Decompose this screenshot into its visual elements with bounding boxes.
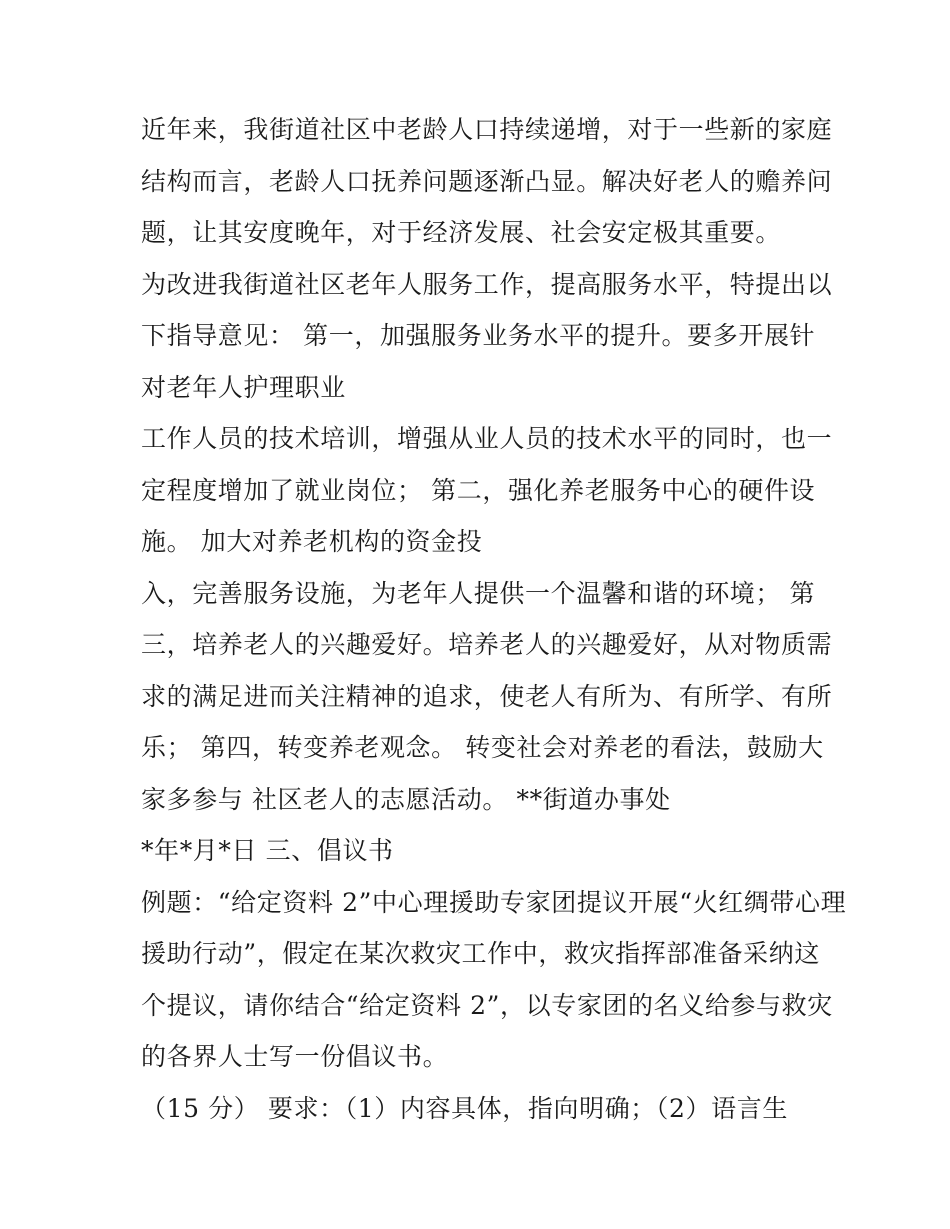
text-line: 对老年人护理职业 [141,372,346,402]
text-line: 近年来，我街道社区中老龄人口持续递增，对于一些新的家庭 [141,115,833,144]
text-line: 例题：“给定资料 2”中心理援助专家团提议开展“火红绸带心理 [141,887,847,917]
text-line: 个提议，请你结合“给定资料 2”，以专家团的名义给参与救灾 [141,990,833,1020]
text-line: 援助行动”，假定在某次救灾工作中，救灾指挥部准备采纳这 [141,939,820,968]
text-line: 三，培养老人的兴趣爱好。培养老人的兴趣爱好，从对物质需 [141,630,833,659]
text-line: 题，让其安度晚年，对于经济发展、社会安定极其重要。 [141,218,782,247]
document-body [141,104,847,1134]
text-line: 的各界人士写一份倡议书。 [141,1042,449,1071]
text-line: 求的满足进而关注精神的追求，使老人有所为、有所学、有所 [141,681,833,711]
text-line: （15 分） 要求：（1）内容具体，指向明确；（2）语言生 [141,1093,788,1123]
text-line: 定程度增加了就业岗位； 第二，强化养老服务中心的硬件设 [141,475,816,505]
text-line: 乐； 第四，转变养老观念。 转变社会对养老的看法，鼓励大 [141,733,824,762]
text-line: 入，完善服务设施，为老年人提供一个温馨和谐的环境； 第 [141,578,816,608]
text-line: 为改进我街道社区老年人服务工作，提高服务水平，特提出以 [141,269,833,299]
text-line: *年*月*日 三、倡议书 [141,836,394,865]
text-line: 结构而言，老龄人口抚养问题逐渐凸显。解决好老人的赡养问 [141,166,833,196]
text-line: 施。 加大对养老机构的资金投 [141,527,483,556]
text-line: 下指导意见： 第一，加强服务业务水平的提升。要多开展针 [141,321,816,350]
text-line: 家多参与 社区老人的志愿活动。 **街道办事处 [141,784,671,814]
text-line: 工作人员的技术培训，增强从业人员的技术水平的同时，也一 [141,424,833,453]
